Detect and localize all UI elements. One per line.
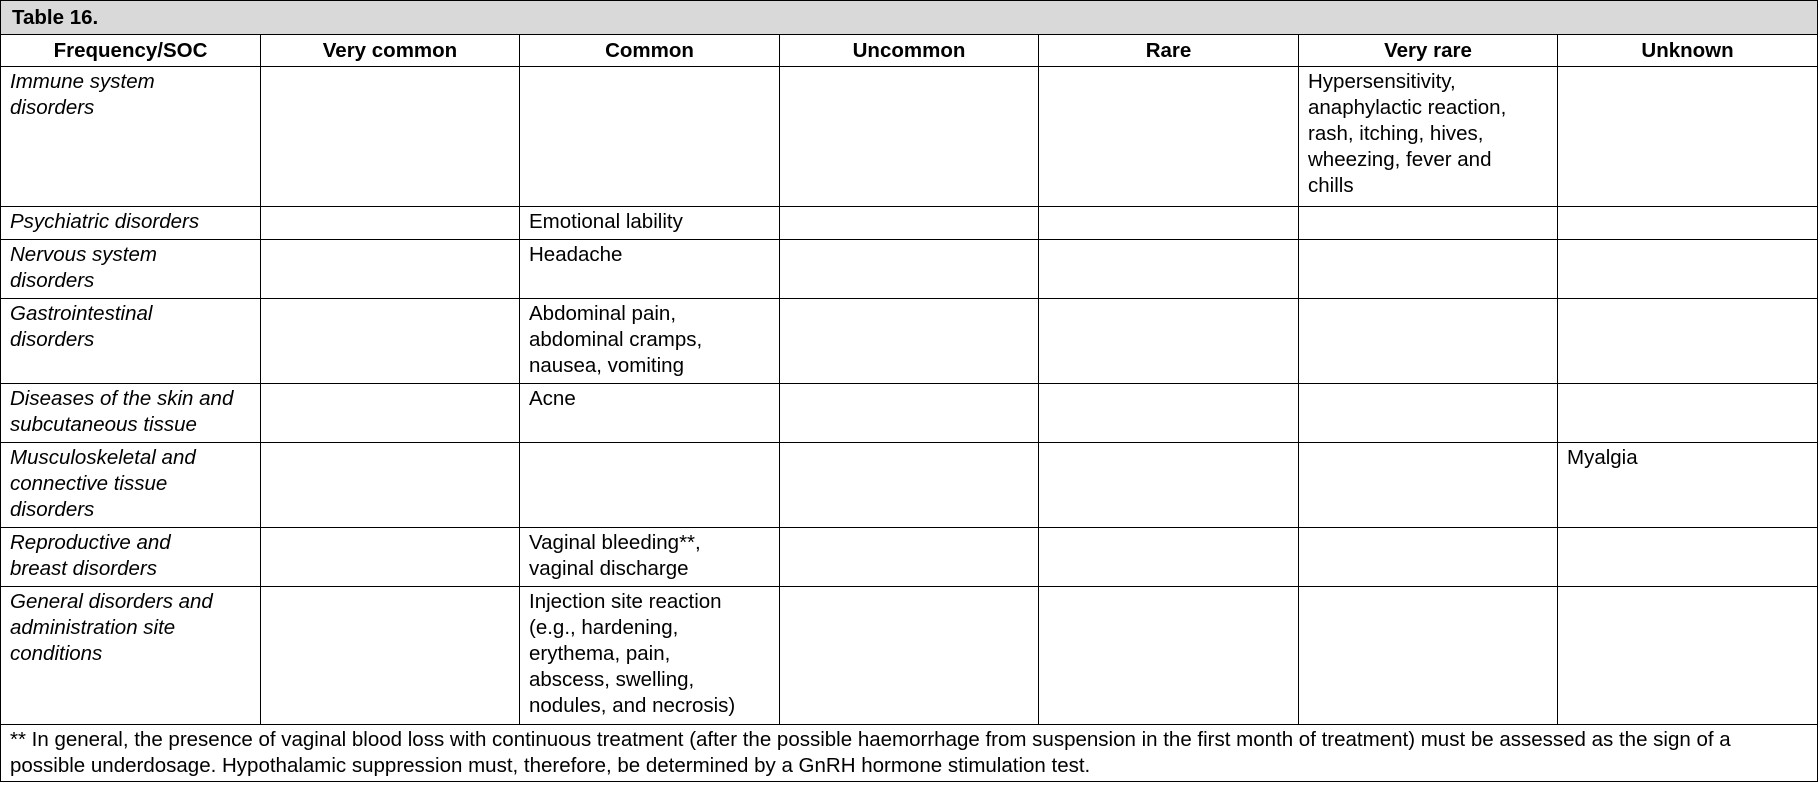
soc-cell: General disorders and administration site conditions [1, 587, 261, 725]
cell-very-common [261, 207, 520, 240]
cell-common: Vaginal bleeding**, vaginal discharge [520, 528, 780, 587]
cell-common: Emotional lability [520, 207, 780, 240]
cell-unknown [1558, 384, 1818, 443]
cell-uncommon [780, 384, 1039, 443]
cell-very-rare [1299, 528, 1558, 587]
cell-very-common [261, 67, 520, 207]
cell-unknown [1558, 299, 1818, 384]
soc-cell: Nervous system disorders [1, 240, 261, 299]
cell-common: Injection site reaction (e.g., hardening, erythema, pain, abscess, swelling, nodules, and necrosis) [520, 587, 780, 725]
cell-unknown [1558, 67, 1818, 207]
table-row [1, 587, 1818, 725]
cell-unknown [1558, 528, 1818, 587]
header-very-rare: Very rare [1299, 35, 1558, 67]
cell-very-common [261, 299, 520, 384]
cell-very-rare: Hypersensitivity, anaphylactic reaction, rash, itching, hives, wheezing, fever and chills [1299, 67, 1558, 207]
cell-rare [1039, 384, 1299, 443]
cell-rare [1039, 528, 1299, 587]
cell-unknown [1558, 240, 1818, 299]
table-row [1, 384, 1818, 443]
cell-unknown [1558, 207, 1818, 240]
cell-very-rare [1299, 207, 1558, 240]
header-rare: Rare [1039, 35, 1299, 67]
header-very-common: Very common [261, 35, 520, 67]
cell-common [520, 67, 780, 207]
cell-unknown: Myalgia [1558, 443, 1818, 528]
soc-cell: Psychiatric disorders [1, 207, 261, 240]
cell-very-common [261, 528, 520, 587]
cell-uncommon [780, 240, 1039, 299]
cell-rare [1039, 240, 1299, 299]
cell-very-common [261, 240, 520, 299]
header-frequency-soc: Frequency/SOC [1, 35, 261, 67]
cell-rare [1039, 67, 1299, 207]
table-row [1, 528, 1818, 587]
table-row [1, 207, 1818, 240]
cell-very-common [261, 587, 520, 725]
header-common: Common [520, 35, 780, 67]
cell-uncommon [780, 587, 1039, 725]
cell-very-rare [1299, 240, 1558, 299]
cell-common: Abdominal pain, abdominal cramps, nausea, vomiting [520, 299, 780, 384]
cell-very-rare [1299, 384, 1558, 443]
cell-very-common [261, 384, 520, 443]
cell-common: Headache [520, 240, 780, 299]
cell-rare [1039, 299, 1299, 384]
footnote-row [1, 725, 1818, 782]
header-uncommon: Uncommon [780, 35, 1039, 67]
cell-uncommon [780, 67, 1039, 207]
soc-cell: Diseases of the skin and subcutaneous tissue [1, 384, 261, 443]
header-row [1, 35, 1818, 67]
cell-uncommon [780, 207, 1039, 240]
cell-very-common [261, 443, 520, 528]
table-row [1, 299, 1818, 384]
soc-cell: Gastrointestinal disorders [1, 299, 261, 384]
cell-uncommon [780, 299, 1039, 384]
cell-unknown [1558, 587, 1818, 725]
soc-cell: Immune system disorders [1, 67, 261, 207]
cell-common [520, 443, 780, 528]
cell-rare [1039, 443, 1299, 528]
table-row [1, 67, 1818, 207]
cell-uncommon [780, 528, 1039, 587]
soc-cell: Reproductive and breast disorders [1, 528, 261, 587]
table-footnote: ** In general, the presence of vaginal blood loss with continuous treatment (after the possible haemorrhage from suspension in the first month of treatment) must be assessed as the sign of a possible underdosage. Hypothalamic suppression must, therefore, be determined by a GnRH hormone stimulation test. [1, 725, 1818, 782]
cell-rare [1039, 207, 1299, 240]
header-unknown: Unknown [1558, 35, 1818, 67]
cell-common: Acne [520, 384, 780, 443]
cell-rare [1039, 587, 1299, 725]
table-row [1, 443, 1818, 528]
cell-very-rare [1299, 299, 1558, 384]
cell-very-rare [1299, 587, 1558, 725]
table-caption: Table 16. [1, 1, 1818, 35]
soc-cell: Musculoskeletal and connective tissue disorders [1, 443, 261, 528]
caption-row [1, 1, 1818, 35]
table-row [1, 240, 1818, 299]
cell-very-rare [1299, 443, 1558, 528]
cell-uncommon [780, 443, 1039, 528]
